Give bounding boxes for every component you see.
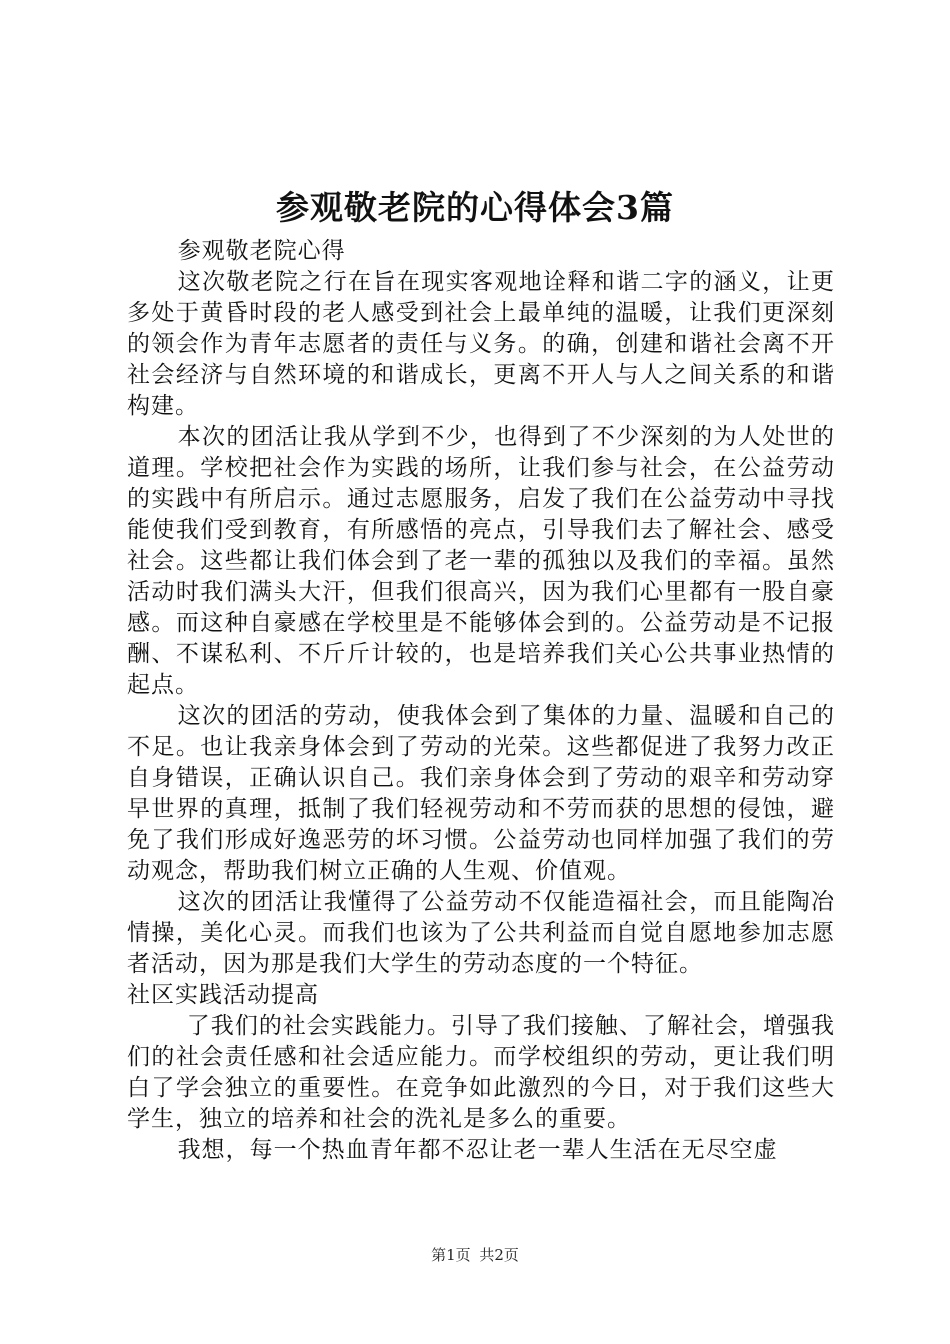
paragraph: 社区实践活动提高	[127, 982, 319, 1008]
paragraph: 这次敬老院之行在旨在现实客观地诠释和谐二字的涵义，让更多处于黄昏时段的老人感受到社会上最单纯的温暖，让我们更深刻的领会作为青年志愿者的责任与义务。的确，创建和谐社会离不开社会经济与自然环境的和谐成长，更离不开人与人之间关系的和谐构建。	[127, 269, 835, 419]
section-heading: 参观敬老院心得	[177, 238, 346, 264]
page-footer	[0, 1245, 950, 1265]
page-number: 第1页	[431, 1246, 471, 1264]
paragraph: 这次的团活让我懂得了公益劳动不仅能造福社会，而且能陶冶情操，美化心灵。而我们也该为了公共利益而自觉自愿地参加志愿者活动，因为那是我们大学生的劳动态度的一个特征。	[127, 889, 835, 977]
paragraph: 这次的团活的劳动，使我体会到了集体的力量、温暖和自己的不足。也让我亲身体会到了劳动的光荣。这些都促进了我努力改正自身错误，正确认识自己。我们亲身体会到了劳动的艰辛和劳动穿早世界的真理，抵制了我们轻视劳动和不劳而获的思想的侵蚀，避免了我们形成好逸恶劳的坏习惯。公益劳动也同样加强了我们的劳动观念，帮助我们树立正确的人生观、价值观。	[127, 703, 835, 884]
page-total: 共2页	[479, 1246, 519, 1264]
paragraph: 了我们的社会实践能力。引导了我们接触、了解社会，增强我们的社会责任感和社会适应能力。而学校组织的劳动，更让我们明白了学会独立的重要性。在竞争如此激烈的今日，对于我们这些大学生，独立的培养和社会的洗礼是多么的重要。	[127, 1013, 835, 1132]
document-title: 参观敬老院的心得体会3篇	[276, 188, 674, 227]
paragraph: 本次的团活让我从学到不少，也得到了不少深刻的为人处世的道理。学校把社会作为实践的场所，让我们参与社会，在公益劳动的实践中有所启示。通过志愿服务，启发了我们在公益劳动中寻找能使我们受到教育，有所感悟的亮点，引导我们去了解社会、感受社会。这些都让我们体会到了老一辈的孤独以及我们的幸福。虽然活动时我们满头大汗，但我们很高兴，因为我们心里都有一股自豪感。而这种自豪感在学校里是不能够体会到的。公益劳动是不记报酬、不谋私利、不斤斤计较的，也是培养我们关心公共事业热情的起点。	[127, 424, 835, 698]
paragraph: 我想，每一个热血青年都不忍让老一辈人生活在无尽空虚	[177, 1137, 778, 1163]
document-body	[127, 236, 835, 1166]
